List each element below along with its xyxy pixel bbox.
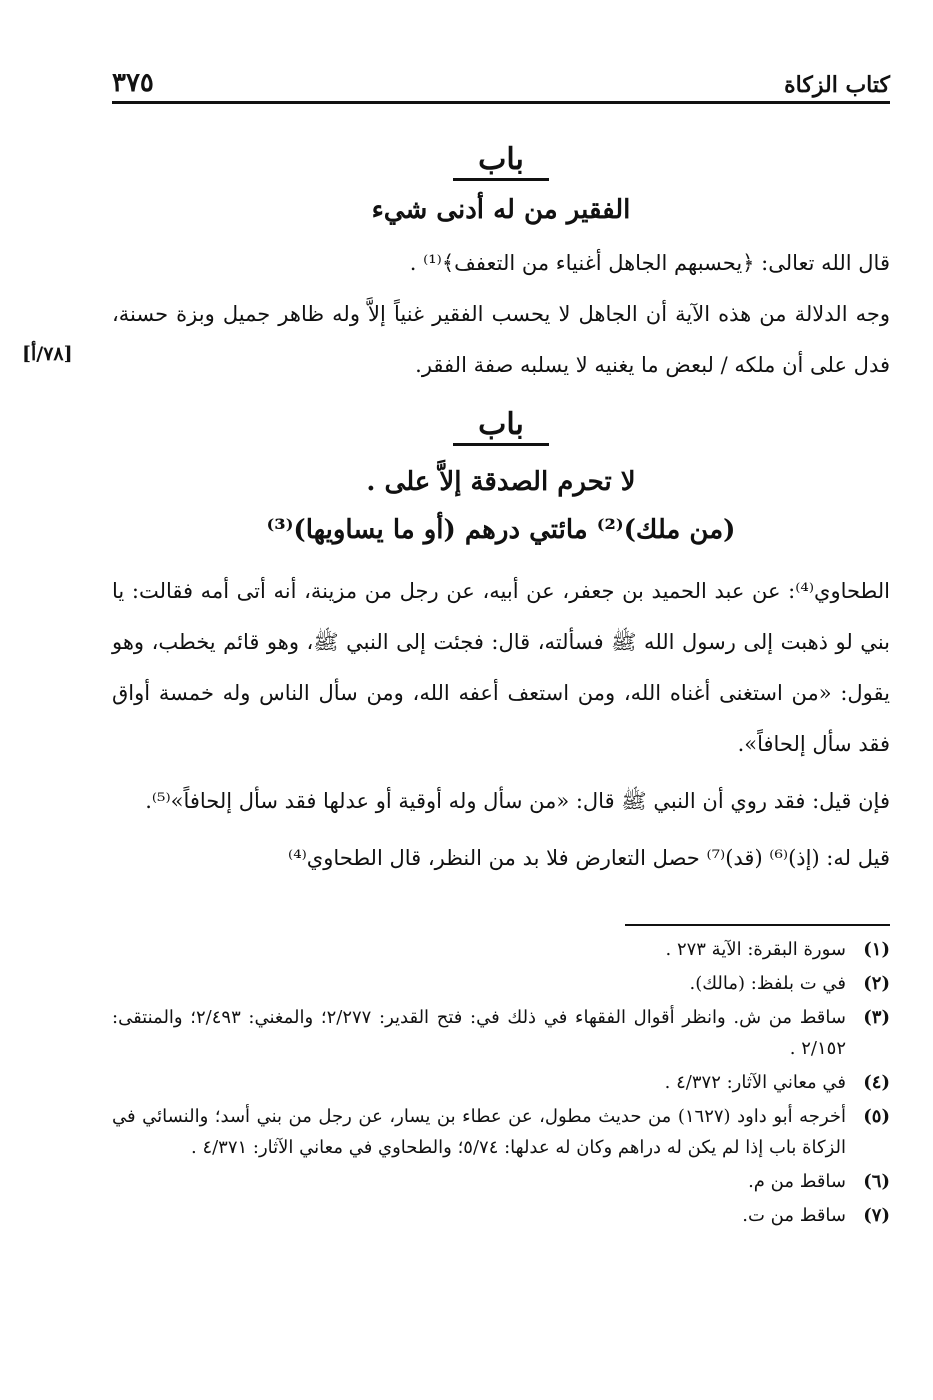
page-number: ٣٧٥ [112, 68, 154, 98]
section1-bab-heading [112, 140, 890, 181]
footnote-text: ساقط من ت. [742, 1205, 846, 1226]
footnote-text: في ت بلفظ: (مالك). [689, 973, 846, 994]
footnote-item [112, 968, 890, 999]
footnote-number: (٧) [863, 1205, 890, 1226]
footnote-item [112, 1002, 890, 1064]
footnote-number: (١) [863, 939, 890, 960]
section2-body [112, 566, 890, 884]
margin-folio-reference: [٧٨/أ] [22, 343, 73, 365]
footnote-number: (٢) [863, 973, 890, 994]
footnote-item [112, 1200, 890, 1231]
footnotes-list [112, 934, 890, 1234]
section2-bab-label: باب [478, 407, 524, 442]
section1-body [112, 238, 890, 391]
footnote-number: (٤) [863, 1072, 890, 1093]
footnote-text: ساقط من م. [748, 1171, 846, 1192]
footnote-item [112, 934, 890, 965]
section2-paragraph: فإن قيل: فقد روي أن النبي ﷺ قال: «من سأل وله أوقية أو عدلها فقد سأل إلحافاً»⁽⁵⁾. [145, 789, 890, 813]
section1-bab-label: باب [478, 142, 524, 177]
footnote-text: في معاني الآثار: ٤/٣٧٢ . [664, 1072, 846, 1093]
footnote-item [112, 1101, 890, 1163]
header-rule [112, 101, 890, 104]
footnote-item [112, 1067, 890, 1098]
footnote-text: سورة البقرة: الآية ٢٧٣ . [665, 939, 846, 960]
section2-paragraph: الطحاوي⁽⁴⁾: عن عبد الحميد بن جعفر، عن أبيه، عن رجل من مزينة، أنه أتى أمه فقالت: يا بني لو ذهبت إلى رسول الله ﷺ فسألته، قال: فجئت إلى النبي ﷺ، وهو قائم يخطب، وهو يقول: «من استغنى أغناه الله، ومن استعف أعفه الله، ومن سأل الناس وله خمسة أواق فقد سأل إلحافاً». [112, 579, 890, 756]
footnote-text: ساقط من ش. وانظر أقوال الفقهاء في ذلك في: فتح القدير: ٢/٢٧٧؛ والمغني: ٢/٤٩٣؛ والمنتقى: ٢/١٥٢ . [112, 1007, 846, 1059]
footnote-number: (٣) [863, 1007, 890, 1028]
footnote-number: (٦) [863, 1171, 890, 1192]
running-header [112, 58, 890, 98]
section2-title-line1: لا تحرم الصدقة إلاَّ على . [366, 467, 636, 497]
section2-bab-heading [112, 405, 890, 446]
footnote-item [112, 1166, 890, 1197]
section2-paragraph: قيل له: (إذ)⁽⁶⁾ (قد)⁽⁷⁾ حصل التعارض فلا بد من النظر، قال الطحاوي⁽⁴⁾ [288, 846, 890, 870]
footnote-number: (٥) [863, 1106, 890, 1127]
section1-paragraph: وجه الدلالة من هذه الآية أن الجاهل لا يحسب الفقير غنياً إلاَّ وله ظاهر جميل وبزة حسنة، فدل على أن ملكه / لبعض ما يغنيه لا يسلبه صفة الفقر. [112, 302, 890, 377]
footnote-separator [625, 924, 890, 926]
section1-paragraph: قال الله تعالى: ﴿يحسبهم الجاهل أغنياء من التعفف﴾⁽¹⁾ . [409, 251, 890, 275]
running-title: كتاب الزكاة [784, 72, 890, 98]
section2-title-line2: (من ملك)⁽²⁾ مائتي درهم (أو ما يساويها)⁽³⁾ [266, 515, 736, 545]
section1-title: الفقير من له أدنى شيء [371, 195, 631, 225]
footnote-text: أخرجه أبو داود (١٦٢٧) من حديث مطول، عن عطاء بن يسار، عن رجل من بني أسد؛ والنسائي في الزكاة باب إذا لم يكن له دراهم وكان له عدلها: ٥/٧٤؛ والطحاوي في معاني الآثار: ٤/٣٧١ . [112, 1106, 846, 1158]
